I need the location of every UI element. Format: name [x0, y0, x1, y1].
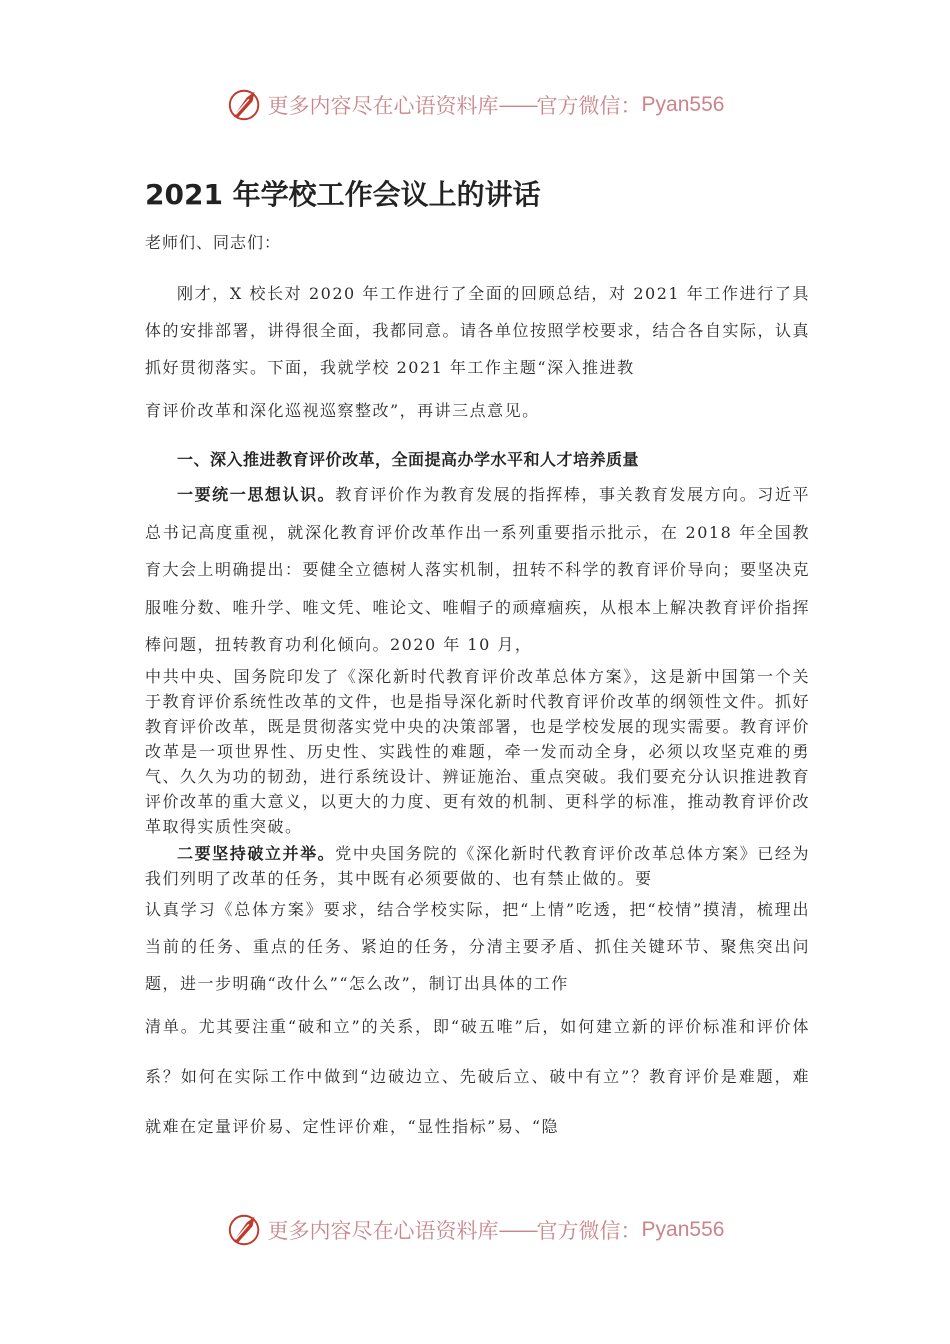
- pen-nib-logo-icon: [226, 1210, 264, 1250]
- document-title: 2021 年学校工作会议上的讲话: [145, 178, 541, 211]
- point-2-lead: 二要坚持破立并举。: [177, 843, 336, 863]
- salutation: 老师们、同志们：: [145, 233, 282, 252]
- watermark-separator: ——: [498, 1218, 537, 1242]
- watermark-contact-id: Pyan556: [641, 1218, 725, 1241]
- point-2-paragraph-end: 清单。尤其要注重“破和立”的关系，即“破五唯”后，如何建立新的评价标准和评价体系？如何在实际工作中做到“边破边立、先破后立、破中有立”？教育评价是难题，难就难在定量评价易、定性评价难，“显性指标”易、“隐: [145, 1016, 810, 1136]
- intro-paragraph: 刚才，X 校长对 2020 年工作进行了全面的回顾总结，对 2021 年工作进行了具体的安排部署，讲得很全面，我都同意。请各单位按照学校要求，结合各自实际，认真抓好贯彻落实。下面，我就学校 2021 年工作主题“深入推进教: [145, 284, 811, 377]
- point-2-paragraph: [145, 841, 810, 891]
- watermark-banner-bottom: [0, 1205, 950, 1255]
- watermark-contact-id: Pyan556: [641, 93, 725, 116]
- watermark-text: 更多内容尽在心语资料库: [267, 1219, 499, 1243]
- section-heading-1: 一、深入推进教育评价改革，全面提高办学水平和人才培养质量: [177, 450, 640, 469]
- watermark-banner-top: [0, 80, 950, 130]
- watermark-separator: ——: [498, 93, 537, 117]
- watermark-text: 更多内容尽在心语资料库: [267, 94, 499, 118]
- point-1-paragraph-cont: 中共中央、国务院印发了《深化新时代教育评价改革总体方案》，这是新中国第一个关于教育评价系统性改革的文件，也是指导深化新时代教育评价改革的纲领性文件。抓好教育评价改革，既是贯彻落实党中央的决策部署，也是学校发展的现实需要。教育评价改革是一项世界性、历史性、实践性的难题，牵一发而动全身，必须以攻坚克难的勇气、久久为功的韧劲，进行系统设计、辨证施治、重点突破。我们要充分认识推进教育评价改革的重大意义，以更大的力度、更有效的机制、更科学的标准，推动教育评价改革取得实质性突破。: [145, 666, 811, 836]
- point-1-text: 教育评价作为教育发展的指挥棒，事关教育发展方向。习近平总书记高度重视，就深化教育评价改革作出一系列重要指示批示，在 2018 年全国教育大会上明确提出：要健全立德树人落实机制，扭转不科学的教育评价导向；要坚决克服唯分数、唯升学、唯文凭、唯论文、唯帽子的顽瘴痼疾，从根本上解决教育评价指挥棒问题，扭转教育功利化倾向。2020 年 10 月，: [145, 485, 811, 654]
- watermark-contact-label: 官方微信：: [536, 1219, 642, 1243]
- pen-nib-logo-icon: [226, 85, 264, 125]
- intro-paragraph-end: 育评价改革和深化巡视巡察整改”，再讲三点意见。: [145, 401, 540, 420]
- point-1-paragraph: [145, 476, 810, 664]
- point-2-paragraph-cont: 认真学习《总体方案》要求，结合学校实际，把“上情”吃透，把“校情”摸清，梳理出当前的任务、重点的任务、紧迫的任务，分清主要矛盾、抓住关键环节、聚焦突出问题，进一步明确“改什么”“怎么改”，制订出具体的工作: [145, 899, 810, 993]
- document-body: [145, 170, 810, 1152]
- watermark-contact-label: 官方微信：: [536, 94, 642, 118]
- point-1-lead: 一要统一思想认识。: [177, 485, 336, 504]
- point-2-text: 党中央国务院的《深化新时代教育评价改革总体方案》已经为我们列明了改革的任务，其中既有必须要做的、也有禁止做的。要: [145, 843, 810, 888]
